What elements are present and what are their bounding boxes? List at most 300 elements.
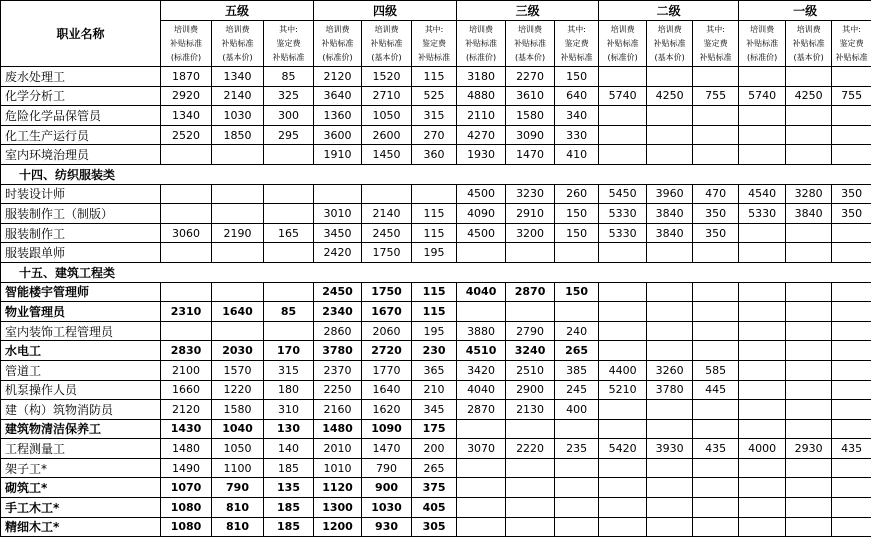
table-row — [1, 243, 871, 263]
value-cell: 470 — [693, 184, 739, 204]
value-cell: 130 — [264, 419, 314, 439]
value-cell: 1580 — [212, 400, 264, 420]
value-cell — [739, 400, 786, 420]
value-cell — [739, 380, 786, 400]
value-cell — [693, 243, 739, 263]
value-cell — [693, 302, 739, 322]
table-row — [1, 321, 871, 341]
value-cell — [832, 145, 871, 165]
value-cell — [264, 145, 314, 165]
value-cell — [555, 419, 599, 439]
value-cell — [739, 106, 786, 126]
value-cell: 1050 — [362, 106, 412, 126]
value-cell: 1080 — [161, 517, 212, 537]
value-cell: 305 — [412, 517, 457, 537]
level-5-header: 五级 — [161, 1, 314, 21]
value-cell: 195 — [412, 321, 457, 341]
value-cell — [555, 458, 599, 478]
value-cell: 200 — [412, 439, 457, 459]
table-row — [1, 282, 871, 302]
value-cell: 2190 — [212, 223, 264, 243]
value-cell: 3930 — [647, 439, 693, 459]
value-cell: 245 — [555, 380, 599, 400]
value-cell: 3840 — [647, 223, 693, 243]
value-cell: 3070 — [457, 439, 506, 459]
table-row — [1, 419, 871, 439]
subcolumn-header: 培训费 补贴标准 (标准价) — [161, 21, 212, 67]
job-name-cell: 工程测量工 — [1, 439, 161, 459]
table-row — [1, 125, 871, 145]
value-cell: 435 — [832, 439, 871, 459]
value-cell — [739, 321, 786, 341]
value-cell: 3420 — [457, 360, 506, 380]
value-cell: 1100 — [212, 458, 264, 478]
value-cell: 1340 — [212, 67, 264, 87]
value-cell: 115 — [412, 204, 457, 224]
value-cell: 1620 — [362, 400, 412, 420]
value-cell — [599, 282, 647, 302]
value-cell: 3060 — [161, 223, 212, 243]
job-name-cell: 建（构）筑物消防员 — [1, 400, 161, 420]
value-cell: 1660 — [161, 380, 212, 400]
value-cell — [832, 341, 871, 361]
value-cell — [786, 458, 832, 478]
value-cell — [693, 321, 739, 341]
table-row — [1, 517, 871, 537]
value-cell — [739, 360, 786, 380]
value-cell — [832, 400, 871, 420]
value-cell — [739, 419, 786, 439]
value-cell: 1010 — [314, 458, 362, 478]
job-name-header: 职业名称 — [1, 1, 161, 67]
value-cell: 4540 — [739, 184, 786, 204]
value-cell — [457, 517, 506, 537]
value-cell: 410 — [555, 145, 599, 165]
value-cell: 2930 — [786, 439, 832, 459]
value-cell — [599, 67, 647, 87]
value-cell: 340 — [555, 106, 599, 126]
value-cell: 350 — [832, 204, 871, 224]
value-cell: 755 — [832, 86, 871, 106]
value-cell — [161, 184, 212, 204]
value-cell: 2720 — [362, 341, 412, 361]
value-cell — [555, 498, 599, 518]
value-cell: 810 — [212, 498, 264, 518]
value-cell: 2450 — [362, 223, 412, 243]
value-cell — [739, 243, 786, 263]
job-name-cell: 手工木工* — [1, 498, 161, 518]
value-cell: 1480 — [314, 419, 362, 439]
value-cell: 4090 — [457, 204, 506, 224]
value-cell — [786, 321, 832, 341]
value-cell: 790 — [212, 478, 264, 498]
value-cell: 350 — [832, 184, 871, 204]
value-cell: 1470 — [506, 145, 555, 165]
value-cell: 1750 — [362, 243, 412, 263]
value-cell: 1750 — [362, 282, 412, 302]
value-cell: 445 — [693, 380, 739, 400]
value-cell: 1200 — [314, 517, 362, 537]
value-cell: 385 — [555, 360, 599, 380]
value-cell: 5420 — [599, 439, 647, 459]
value-cell — [786, 360, 832, 380]
value-cell — [786, 282, 832, 302]
table-body — [1, 67, 871, 537]
job-name-cell: 室内环境治理员 — [1, 145, 161, 165]
value-cell: 2520 — [161, 125, 212, 145]
value-cell: 405 — [412, 498, 457, 518]
value-cell: 2870 — [457, 400, 506, 420]
value-cell: 2130 — [506, 400, 555, 420]
value-cell: 2120 — [161, 400, 212, 420]
value-cell — [647, 517, 693, 537]
value-cell — [212, 282, 264, 302]
value-cell: 1640 — [212, 302, 264, 322]
value-cell — [599, 341, 647, 361]
value-cell — [506, 478, 555, 498]
value-cell: 260 — [555, 184, 599, 204]
value-cell — [264, 243, 314, 263]
value-cell — [647, 243, 693, 263]
value-cell: 2160 — [314, 400, 362, 420]
job-name-cell: 服装跟单师 — [1, 243, 161, 263]
value-cell — [457, 478, 506, 498]
value-cell: 360 — [412, 145, 457, 165]
value-cell: 165 — [264, 223, 314, 243]
value-cell — [832, 360, 871, 380]
table-row — [1, 341, 871, 361]
value-cell — [506, 302, 555, 322]
value-cell: 2370 — [314, 360, 362, 380]
value-cell: 4880 — [457, 86, 506, 106]
value-cell: 140 — [264, 439, 314, 459]
level-2-header: 二级 — [599, 1, 739, 21]
value-cell — [693, 400, 739, 420]
value-cell: 3780 — [647, 380, 693, 400]
value-cell: 150 — [555, 67, 599, 87]
value-cell — [739, 458, 786, 478]
subcolumn-header: 其中: 鉴定费 补贴标准 — [555, 21, 599, 67]
value-cell: 3600 — [314, 125, 362, 145]
value-cell — [693, 145, 739, 165]
table-row — [1, 184, 871, 204]
value-cell: 1030 — [362, 498, 412, 518]
value-cell — [647, 498, 693, 518]
value-cell — [264, 282, 314, 302]
value-cell — [786, 302, 832, 322]
value-cell: 1120 — [314, 478, 362, 498]
level-header-row — [1, 1, 871, 21]
value-cell — [599, 498, 647, 518]
value-cell — [647, 106, 693, 126]
value-cell — [647, 400, 693, 420]
value-cell: 3260 — [647, 360, 693, 380]
table-row — [1, 106, 871, 126]
value-cell — [212, 184, 264, 204]
value-cell: 1470 — [362, 439, 412, 459]
value-cell — [832, 321, 871, 341]
value-cell: 2790 — [506, 321, 555, 341]
value-cell: 1040 — [212, 419, 264, 439]
value-cell: 1910 — [314, 145, 362, 165]
table-row — [1, 458, 871, 478]
value-cell: 3240 — [506, 341, 555, 361]
section-row — [1, 164, 871, 184]
level-1-header: 一级 — [739, 1, 871, 21]
job-name-cell: 化学分析工 — [1, 86, 161, 106]
value-cell — [457, 419, 506, 439]
value-cell — [212, 243, 264, 263]
value-cell: 3840 — [647, 204, 693, 224]
value-cell: 2340 — [314, 302, 362, 322]
value-cell — [739, 517, 786, 537]
value-cell: 3090 — [506, 125, 555, 145]
value-cell: 150 — [555, 204, 599, 224]
table-row — [1, 223, 871, 243]
value-cell: 265 — [412, 458, 457, 478]
value-cell: 240 — [555, 321, 599, 341]
value-cell — [832, 458, 871, 478]
value-cell: 365 — [412, 360, 457, 380]
value-cell — [647, 458, 693, 478]
subcolumn-header: 培训费 补贴标准 (标准价) — [457, 21, 506, 67]
value-cell — [786, 106, 832, 126]
value-cell: 175 — [412, 419, 457, 439]
value-cell — [647, 419, 693, 439]
value-cell — [693, 67, 739, 87]
value-cell — [264, 204, 314, 224]
table-row — [1, 204, 871, 224]
value-cell — [832, 243, 871, 263]
value-cell: 1850 — [212, 125, 264, 145]
subcolumn-header: 其中: 鉴定费 补贴标准 — [412, 21, 457, 67]
value-cell — [786, 419, 832, 439]
value-cell — [506, 243, 555, 263]
job-name-cell: 建筑物清洁保养工 — [1, 419, 161, 439]
job-name-cell: 服装制作工 — [1, 223, 161, 243]
value-cell — [832, 478, 871, 498]
value-cell: 115 — [412, 282, 457, 302]
value-cell — [739, 498, 786, 518]
value-cell: 3180 — [457, 67, 506, 87]
value-cell — [647, 125, 693, 145]
level-3-header: 三级 — [457, 1, 599, 21]
value-cell — [786, 498, 832, 518]
value-cell — [362, 184, 412, 204]
value-cell: 5330 — [599, 204, 647, 224]
value-cell — [599, 125, 647, 145]
value-cell: 1050 — [212, 439, 264, 459]
value-cell: 2310 — [161, 302, 212, 322]
value-cell — [506, 458, 555, 478]
value-cell: 3280 — [786, 184, 832, 204]
job-name-cell: 精细木工* — [1, 517, 161, 537]
level-4-header: 四级 — [314, 1, 457, 21]
value-cell: 265 — [555, 341, 599, 361]
subcolumn-header: 其中: 鉴定费 补贴标准 — [832, 21, 871, 67]
table-row — [1, 67, 871, 87]
value-cell: 1640 — [362, 380, 412, 400]
value-cell — [739, 478, 786, 498]
value-cell: 1520 — [362, 67, 412, 87]
value-cell: 2920 — [161, 86, 212, 106]
subcolumn-header: 培训费 补贴标准 (标准价) — [314, 21, 362, 67]
value-cell: 1580 — [506, 106, 555, 126]
value-cell: 1340 — [161, 106, 212, 126]
value-cell — [693, 517, 739, 537]
value-cell: 350 — [693, 223, 739, 243]
value-cell: 1090 — [362, 419, 412, 439]
value-cell — [739, 302, 786, 322]
job-name-cell: 时装设计师 — [1, 184, 161, 204]
value-cell — [832, 517, 871, 537]
value-cell — [832, 419, 871, 439]
value-cell — [739, 125, 786, 145]
value-cell: 4500 — [457, 184, 506, 204]
value-cell — [693, 106, 739, 126]
value-cell — [599, 478, 647, 498]
value-cell: 2910 — [506, 204, 555, 224]
value-cell: 2510 — [506, 360, 555, 380]
value-cell — [786, 517, 832, 537]
value-cell — [832, 380, 871, 400]
value-cell — [457, 498, 506, 518]
value-cell: 2710 — [362, 86, 412, 106]
value-cell — [739, 282, 786, 302]
value-cell: 5210 — [599, 380, 647, 400]
job-name-cell: 化工生产运行员 — [1, 125, 161, 145]
value-cell: 2830 — [161, 341, 212, 361]
value-cell — [647, 321, 693, 341]
value-cell: 3960 — [647, 184, 693, 204]
job-name-cell: 机泵操作人员 — [1, 380, 161, 400]
value-cell — [693, 478, 739, 498]
value-cell — [599, 243, 647, 263]
job-name-cell: 物业管理员 — [1, 302, 161, 322]
value-cell: 2600 — [362, 125, 412, 145]
value-cell — [786, 341, 832, 361]
value-cell: 210 — [412, 380, 457, 400]
value-cell — [647, 341, 693, 361]
value-cell — [693, 341, 739, 361]
value-cell: 4250 — [647, 86, 693, 106]
job-name-cell: 服装制作工（制版） — [1, 204, 161, 224]
value-cell: 3780 — [314, 341, 362, 361]
job-name-cell: 智能楼宇管理师 — [1, 282, 161, 302]
value-cell: 325 — [264, 86, 314, 106]
value-cell: 1300 — [314, 498, 362, 518]
value-cell: 3230 — [506, 184, 555, 204]
value-cell: 5740 — [599, 86, 647, 106]
subcolumn-header: 培训费 补贴标准 (标准价) — [599, 21, 647, 67]
value-cell: 4270 — [457, 125, 506, 145]
value-cell — [457, 302, 506, 322]
value-cell: 1450 — [362, 145, 412, 165]
value-cell — [647, 282, 693, 302]
value-cell: 5740 — [739, 86, 786, 106]
value-cell — [599, 517, 647, 537]
value-cell — [599, 302, 647, 322]
value-cell — [647, 478, 693, 498]
job-name-cell: 水电工 — [1, 341, 161, 361]
value-cell — [412, 184, 457, 204]
value-cell — [212, 204, 264, 224]
value-cell — [555, 243, 599, 263]
value-cell: 115 — [412, 67, 457, 87]
value-cell: 1360 — [314, 106, 362, 126]
value-cell: 185 — [264, 517, 314, 537]
value-cell: 150 — [555, 282, 599, 302]
value-cell — [832, 67, 871, 87]
value-cell: 185 — [264, 458, 314, 478]
value-cell — [739, 67, 786, 87]
table-row — [1, 86, 871, 106]
value-cell — [739, 145, 786, 165]
value-cell: 4400 — [599, 360, 647, 380]
value-cell: 85 — [264, 302, 314, 322]
value-cell — [786, 125, 832, 145]
value-cell — [599, 458, 647, 478]
value-cell: 170 — [264, 341, 314, 361]
value-cell: 1070 — [161, 478, 212, 498]
value-cell — [212, 145, 264, 165]
value-cell: 1930 — [457, 145, 506, 165]
value-cell — [161, 243, 212, 263]
value-cell: 4250 — [786, 86, 832, 106]
job-name-cell: 废水处理工 — [1, 67, 161, 87]
value-cell: 3450 — [314, 223, 362, 243]
value-cell: 2860 — [314, 321, 362, 341]
value-cell: 790 — [362, 458, 412, 478]
value-cell: 5450 — [599, 184, 647, 204]
table-row — [1, 360, 871, 380]
value-cell: 1220 — [212, 380, 264, 400]
value-cell: 300 — [264, 106, 314, 126]
value-cell — [212, 321, 264, 341]
value-cell — [555, 478, 599, 498]
subcolumn-header: 培训费 补贴标准 (基本价) — [786, 21, 832, 67]
value-cell: 345 — [412, 400, 457, 420]
value-cell: 4000 — [739, 439, 786, 459]
value-cell: 4500 — [457, 223, 506, 243]
value-cell: 180 — [264, 380, 314, 400]
value-cell: 3840 — [786, 204, 832, 224]
value-cell — [786, 67, 832, 87]
value-cell: 375 — [412, 478, 457, 498]
section-row — [1, 262, 871, 282]
value-cell — [161, 282, 212, 302]
value-cell: 315 — [264, 360, 314, 380]
value-cell: 4040 — [457, 282, 506, 302]
value-cell: 1770 — [362, 360, 412, 380]
value-cell: 2060 — [362, 321, 412, 341]
value-cell: 3880 — [457, 321, 506, 341]
value-cell: 195 — [412, 243, 457, 263]
table-row — [1, 145, 871, 165]
value-cell — [786, 243, 832, 263]
value-cell — [264, 184, 314, 204]
value-cell: 2250 — [314, 380, 362, 400]
value-cell: 1870 — [161, 67, 212, 87]
value-cell — [832, 125, 871, 145]
value-cell: 1430 — [161, 419, 212, 439]
value-cell — [599, 321, 647, 341]
value-cell: 3200 — [506, 223, 555, 243]
subcolumn-header: 其中: 鉴定费 补贴标准 — [264, 21, 314, 67]
value-cell: 315 — [412, 106, 457, 126]
value-cell: 270 — [412, 125, 457, 145]
value-cell: 2870 — [506, 282, 555, 302]
